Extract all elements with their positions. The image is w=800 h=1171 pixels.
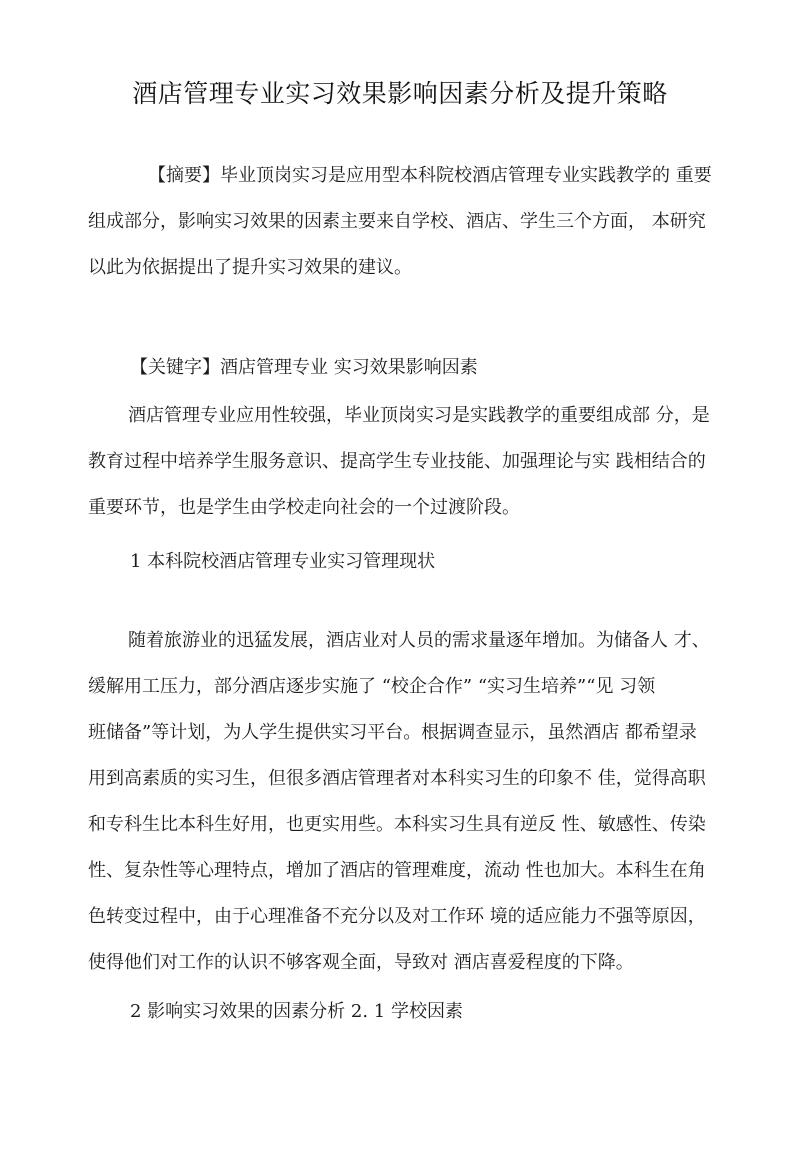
section-1-line: 使得他们对工作的认识不够客观全面，导致对 酒店喜爱程度的下降。	[88, 952, 634, 973]
section-1-line: 性、复杂性等心理特点，增加了酒店的管理难度，流动 性也加大。本科生在角	[88, 860, 706, 881]
section-1-line: 班储备”等计划，为人学生提供实习平台。根据调查显示，虽然酒店 都希望录	[88, 722, 697, 743]
section-1-paragraph	[88, 618, 713, 986]
abstract-line: 以此为依据提出了提升实习效果的建议。	[88, 257, 412, 278]
abstract-paragraph	[88, 153, 713, 291]
section-1-line: 随着旅游业的迅猛发展，酒店业对人员的需求量逐年增加。为储备人 才、	[128, 630, 710, 651]
section-1-line: 用到高素质的实习生，但很多酒店管理者对本科实习生的印象不 佳，觉得高职	[88, 768, 706, 789]
intro-line: 重要环节，也是学生由学校走向社会的一个过渡阶段。	[88, 497, 520, 518]
document-title: 酒店管理专业实习效果影响因素分析及提升策略	[132, 79, 668, 108]
abstract-line: 【摘要】毕业顶岗实习是应用型本科院校酒店管理专业实践教学的 重要	[148, 165, 712, 186]
section-1-line: 缓解用工压力，部分酒店逐步实施了 “校企合作” “实习生培养”“见 习领	[88, 676, 656, 697]
abstract-line: 组成部分，影响实习效果的因素主要来自学校、酒店、学生三个方面， 本研究	[88, 211, 706, 232]
section-1-line: 和专科生比本科生好用，也更实用些。本科实习生具有逆反 性、敏感性、传染	[88, 814, 706, 835]
section-1-line: 色转变过程中，由于心理准备不充分以及对工作环 境的适应能力不强等原因，	[88, 906, 706, 927]
section-2-heading: 2 影响实习效果的因素分析 2. 1 学校因素	[130, 1001, 463, 1022]
intro-line: 教育过程中培养学生服务意识、提高学生专业技能、加强理论与实 践相结合的	[88, 451, 706, 472]
intro-paragraph	[88, 393, 713, 531]
intro-line: 酒店管理专业应用性较强，毕业顶岗实习是实践教学的重要组成部 分，是	[128, 405, 710, 426]
keywords-line: 【关键字】酒店管理专业 实习效果影响因素	[130, 357, 478, 378]
section-1-heading: 1 本科院校酒店管理专业实习管理现状	[130, 551, 436, 572]
